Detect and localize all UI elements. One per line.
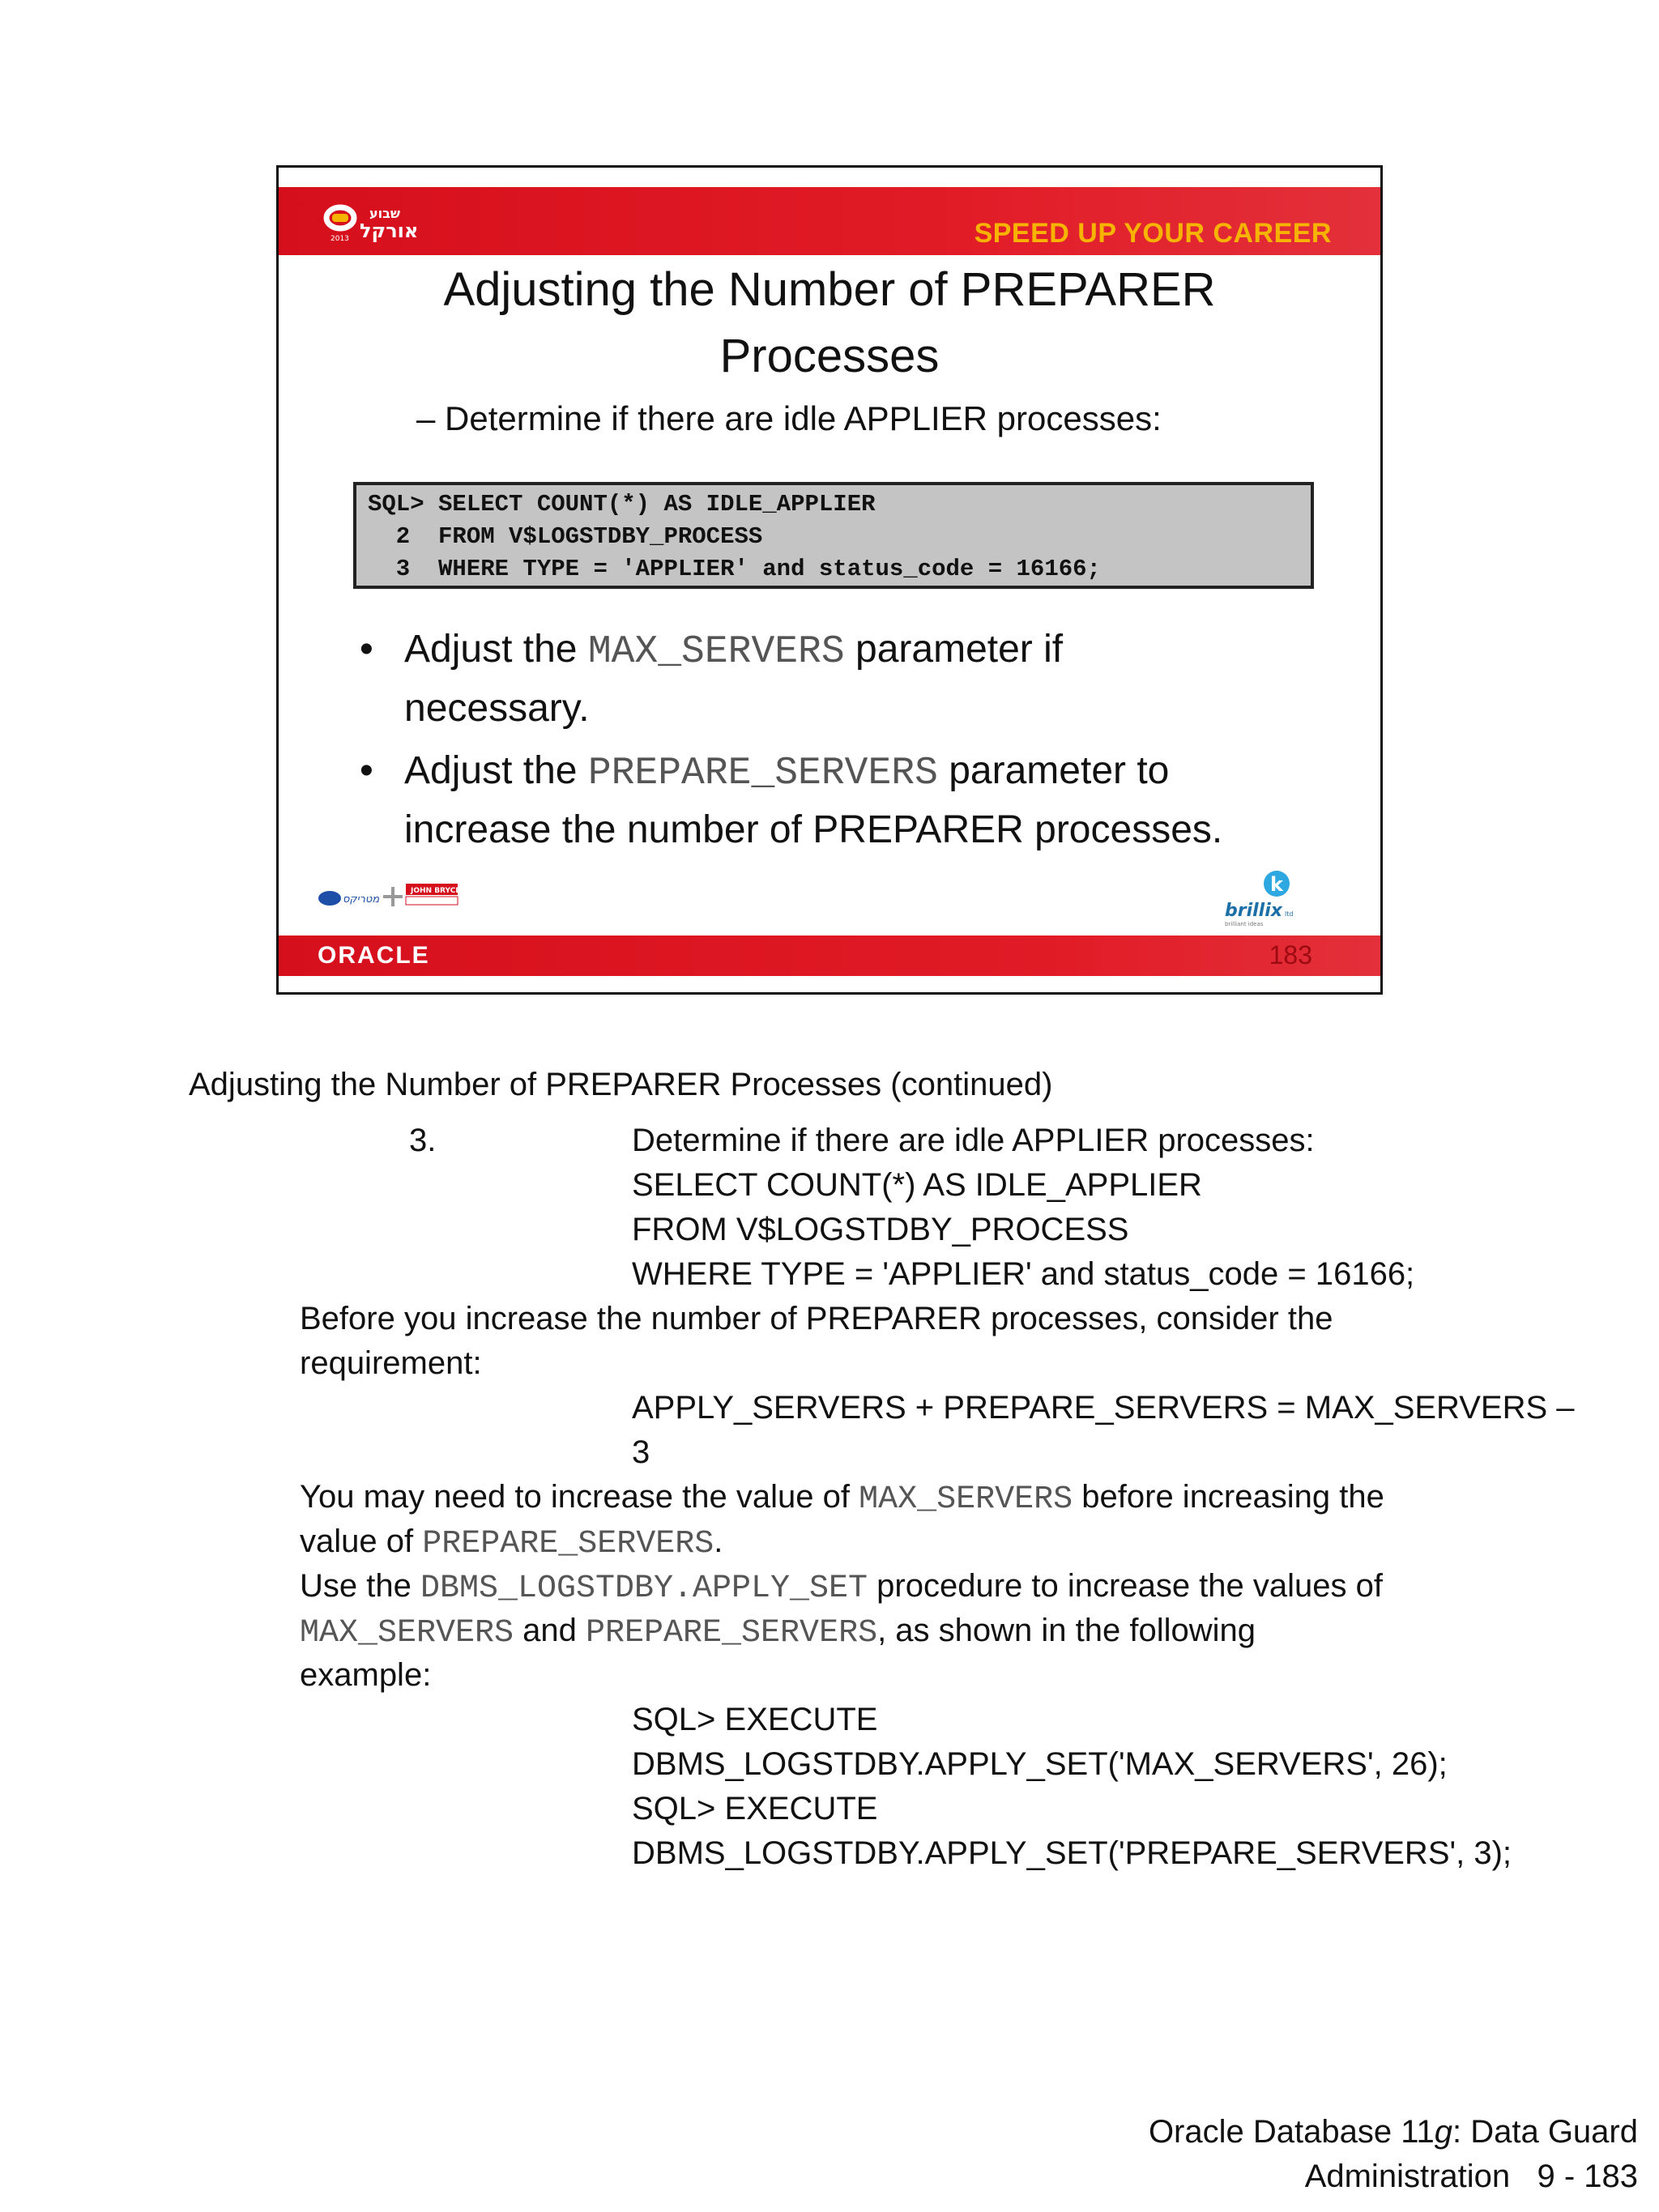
before-text-line1: Before you increase the number of PREPARER processes, consider the — [300, 1301, 1333, 1336]
code-line: 2 FROM V$LOGSTDBY_PROCESS — [368, 523, 763, 550]
use-the-line1 — [300, 1564, 1383, 1611]
before-text-line2: requirement: — [300, 1345, 482, 1381]
use-the-line3: example: — [300, 1657, 432, 1693]
bullet-text-line2: necessary. — [404, 687, 590, 730]
svg-text:ltd: ltd — [1285, 910, 1294, 918]
use-the-code: DBMS_LOGSTDBY.APPLY_SET — [420, 1571, 868, 1607]
may-need-code: PREPARE_SERVERS — [422, 1526, 714, 1562]
code-line: 3 WHERE TYPE = 'APPLIER' and status_code = 16166; — [368, 556, 1101, 582]
bullet-text: parameter if — [844, 628, 1064, 671]
svg-text:brilliant ideas: brilliant ideas — [1225, 921, 1264, 927]
may-need-text: You may need to increase the value of — [300, 1479, 859, 1515]
step-text: Determine if there are idle APPLIER processes: — [632, 1123, 1315, 1158]
footer-italic: g — [1434, 2114, 1452, 2150]
page-footer-number: Administration 9 - 183 — [1304, 2159, 1638, 2194]
requirement-line1: APPLY_SERVERS + PREPARE_SERVERS = MAX_SERVERS – — [632, 1390, 1575, 1426]
bullet-code: PREPARE_SERVERS — [587, 752, 938, 795]
svg-text:k: k — [1270, 873, 1283, 896]
john-bryce-logo — [315, 880, 461, 913]
svg-text:JOHN BRYCE: JOHN BRYCE — [411, 887, 461, 895]
footer-text: Oracle Database 11 — [1148, 2114, 1435, 2150]
example-line: DBMS_LOGSTDBY.APPLY_SET('PREPARE_SERVERS', 3); — [632, 1835, 1512, 1871]
use-the-text: and — [514, 1613, 586, 1648]
notes-heading: Adjusting the Number of PREPARER Processes (continued) — [189, 1067, 1053, 1102]
step-code-line: WHERE TYPE = 'APPLIER' and status_code = 16166; — [632, 1256, 1415, 1292]
slide-number: 183 — [1269, 940, 1312, 970]
slide-title — [279, 257, 1380, 390]
bullet-dot: • — [360, 749, 373, 792]
slide-sub-item: – Determine if there are idle APPLIER processes: — [416, 399, 1162, 437]
slide-title-line2: Processes — [719, 330, 940, 382]
bullet-text: Adjust the — [404, 749, 588, 792]
may-need-line2 — [300, 1519, 723, 1566]
use-the-code: PREPARE_SERVERS — [586, 1615, 878, 1652]
use-the-text: , as shown in the following — [877, 1613, 1256, 1648]
use-the-line2 — [300, 1609, 1256, 1656]
bullet-text-line2: increase the number of PREPARER processes. — [404, 808, 1223, 851]
may-need-text: before increasing the — [1073, 1479, 1384, 1515]
bullet-dot: • — [360, 628, 373, 671]
bullet-text: parameter to — [937, 749, 1170, 792]
slide-bullet-max-servers — [360, 621, 1291, 737]
slide-tagline: SPEED UP YOUR CAREER — [974, 218, 1332, 249]
requirement-line2: 3 — [632, 1434, 650, 1470]
page-footer-title — [1149, 2114, 1638, 2150]
slide-footer-band — [279, 936, 1380, 976]
use-the-code: MAX_SERVERS — [300, 1615, 514, 1652]
brillix-logo — [1218, 866, 1307, 931]
oracle-week-logo — [321, 198, 442, 244]
step-number: 3. — [409, 1123, 437, 1158]
step-code-line: SELECT COUNT(*) AS IDLE_APPLIER — [632, 1167, 1202, 1203]
oracle-logo: ORACLE — [318, 942, 430, 969]
slide-title-line1: Adjusting the Number of PREPARER — [443, 263, 1216, 316]
bullet-text: Adjust the — [404, 628, 588, 671]
example-line: DBMS_LOGSTDBY.APPLY_SET('MAX_SERVERS', 26); — [632, 1746, 1448, 1782]
bullet-code: MAX_SERVERS — [587, 630, 845, 674]
may-need-text: . — [714, 1524, 723, 1559]
use-the-text: Use the — [300, 1568, 420, 1604]
slide-code-box — [353, 482, 1314, 589]
slide-bullet-prepare-servers — [360, 743, 1291, 859]
svg-text:אורקל: אורקל — [360, 219, 419, 242]
example-line: SQL> EXECUTE — [632, 1791, 878, 1826]
slide-image — [276, 165, 1383, 995]
slide-header-band — [279, 187, 1380, 255]
svg-text:2013: 2013 — [331, 235, 349, 243]
code-line: SQL> SELECT COUNT(*) AS IDLE_APPLIER — [368, 491, 876, 518]
svg-text:שבוע: שבוע — [369, 206, 401, 221]
step-code-line: FROM V$LOGSTDBY_PROCESS — [632, 1212, 1129, 1247]
use-the-text: procedure to increase the values of — [868, 1568, 1383, 1604]
footer-text: : Data Guard — [1452, 2114, 1638, 2150]
example-line: SQL> EXECUTE — [632, 1702, 878, 1737]
svg-text:brillix: brillix — [1225, 901, 1282, 921]
may-need-code: MAX_SERVERS — [859, 1481, 1073, 1518]
may-need-text: value of — [300, 1524, 423, 1559]
svg-text:מטריקס: מטריקס — [343, 893, 380, 906]
may-need-line1 — [300, 1475, 1384, 1522]
